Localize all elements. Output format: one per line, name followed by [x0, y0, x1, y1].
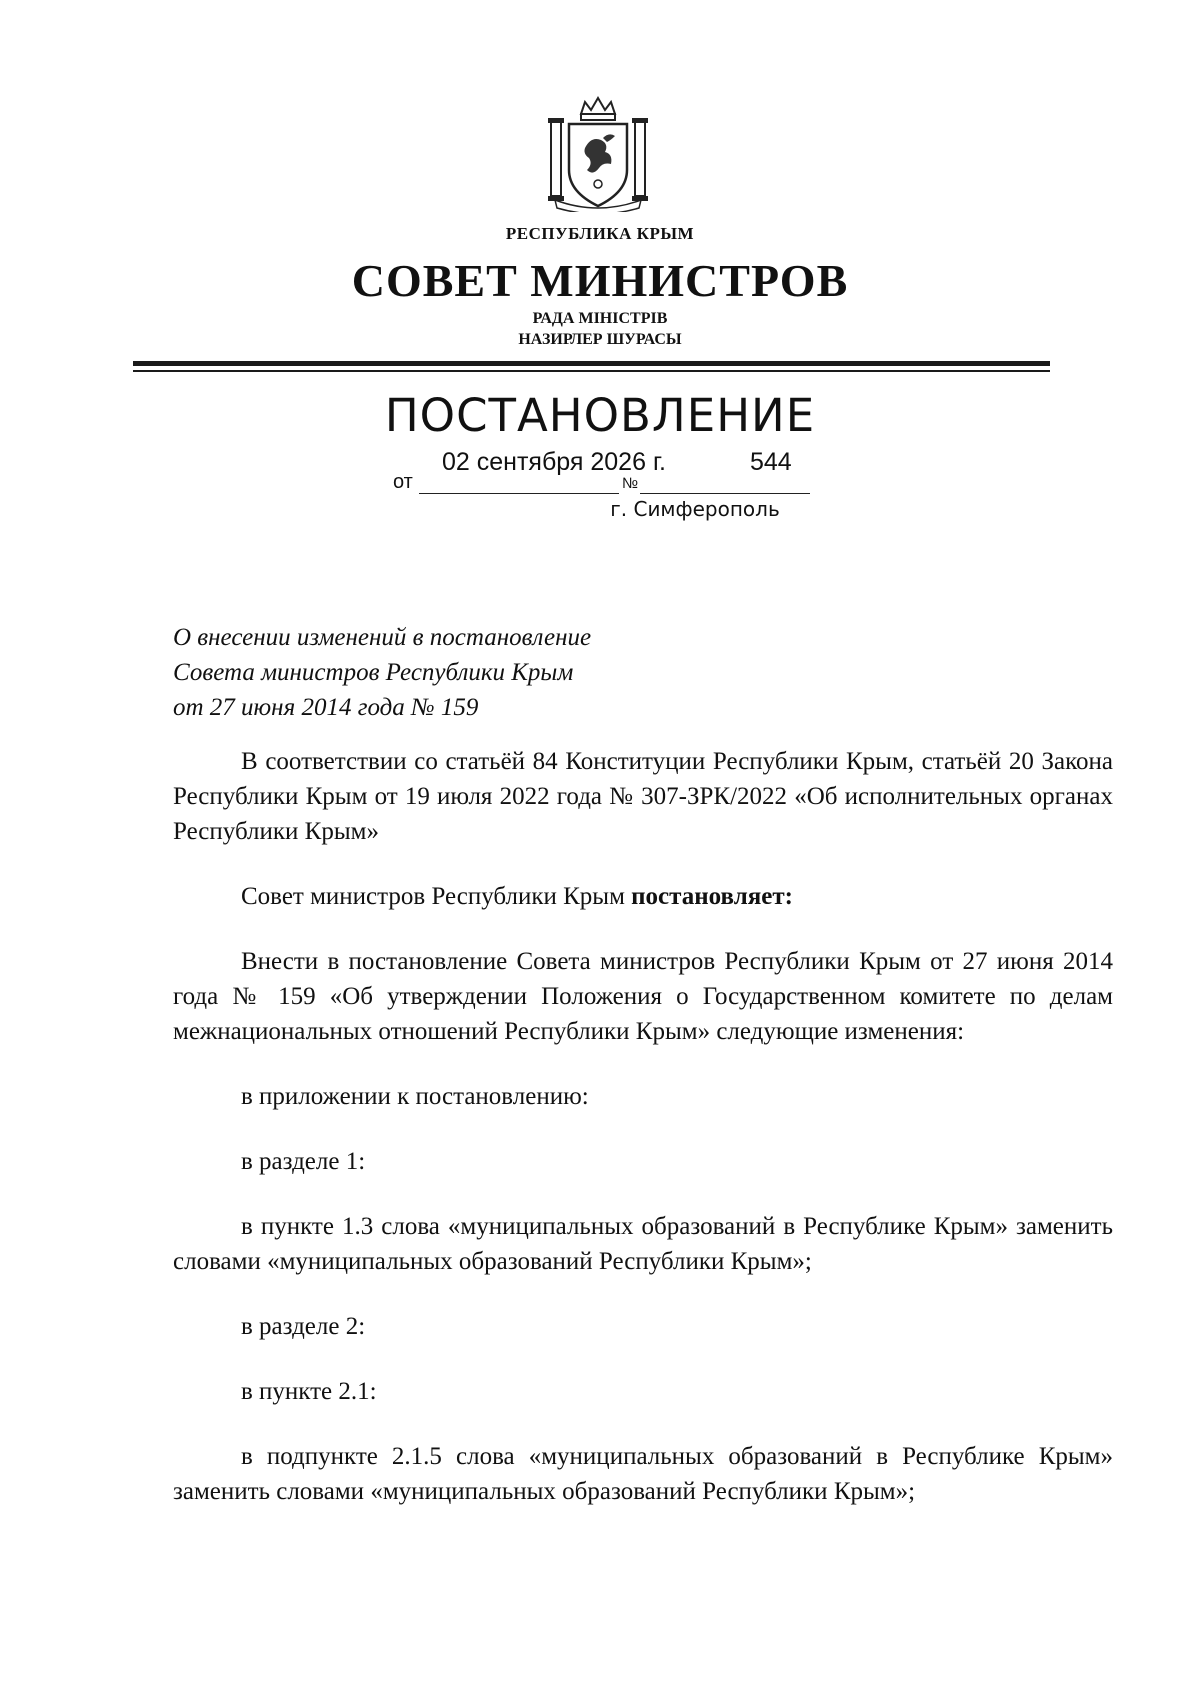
- decree-date: 02 сентября 2026 г.: [442, 448, 666, 476]
- title-line: Совета министров Республики Крым: [173, 659, 574, 686]
- coat-of-arms-icon: [543, 92, 653, 212]
- council-name-ua: РАДА МІНІСТРІВ: [532, 310, 668, 327]
- date-underline: [419, 493, 619, 494]
- decree-body: [173, 744, 1113, 1539]
- resolves-keyword: постановляет:: [631, 883, 793, 910]
- council-name-crh: НАЗИРЛЕР ШУРАСЫ: [518, 331, 682, 348]
- paragraph-item-1-3: в пункте 1.3 слова «муниципальных образований в Республике Крым» заменить словами «муниципальных образований Республики Крым»;: [173, 1213, 1113, 1275]
- decree-title: [173, 620, 591, 725]
- date-prefix: от: [393, 471, 413, 493]
- number-sign: №: [622, 475, 639, 492]
- paragraph-section-1: в разделе 1:: [241, 1148, 366, 1175]
- decree-number: 544: [750, 448, 792, 476]
- resolves-text: Совет министров Республики Крым: [241, 883, 632, 910]
- paragraph-subitem-2-1-5: в подпункте 2.1.5 слова «муниципальных образований в Республике Крым» заменить словами «муниципальных образований Республики Крым»;: [173, 1443, 1113, 1505]
- number-underline: [640, 493, 810, 494]
- paragraph-amend: Внести в постановление Совета министров Республики Крым от 27 июня 2014 года № 159 «Об утверждении Положения о Государственном комитете по делам межнациональных отношений Республики Крым» следующие изменения:: [173, 948, 1113, 1045]
- title-line: О внесении изменений в постановление: [173, 624, 592, 651]
- paragraph-item-2-1: в пункте 2.1:: [241, 1378, 377, 1405]
- republic-name: РЕСПУБЛИКА КРЫМ: [505, 224, 695, 243]
- council-name: СОВЕТ МИНИСТРОВ: [351, 255, 849, 306]
- paragraph-basis: В соответствии со статьёй 84 Конституции Республики Крым, статьёй 20 Закона Республики Крым от 19 июля 2022 года № 307-ЗРК/2022 «Об исполнительных органах Республики Крым»: [173, 748, 1113, 845]
- title-line: от 27 июня 2014 года № 159: [173, 694, 479, 721]
- header-divider-thin: [133, 370, 1050, 372]
- decree-type: ПОСТАНОВЛЕНИЕ: [384, 389, 816, 442]
- header-divider-thick: [133, 361, 1050, 366]
- decree-city: г. Симферополь: [610, 497, 780, 521]
- paragraph-resolves: [173, 879, 1113, 914]
- paragraph-section-2: в разделе 2:: [241, 1313, 366, 1340]
- paragraph-annex: в приложении к постановлению:: [241, 1083, 589, 1110]
- decree-date-row: [0, 447, 1200, 497]
